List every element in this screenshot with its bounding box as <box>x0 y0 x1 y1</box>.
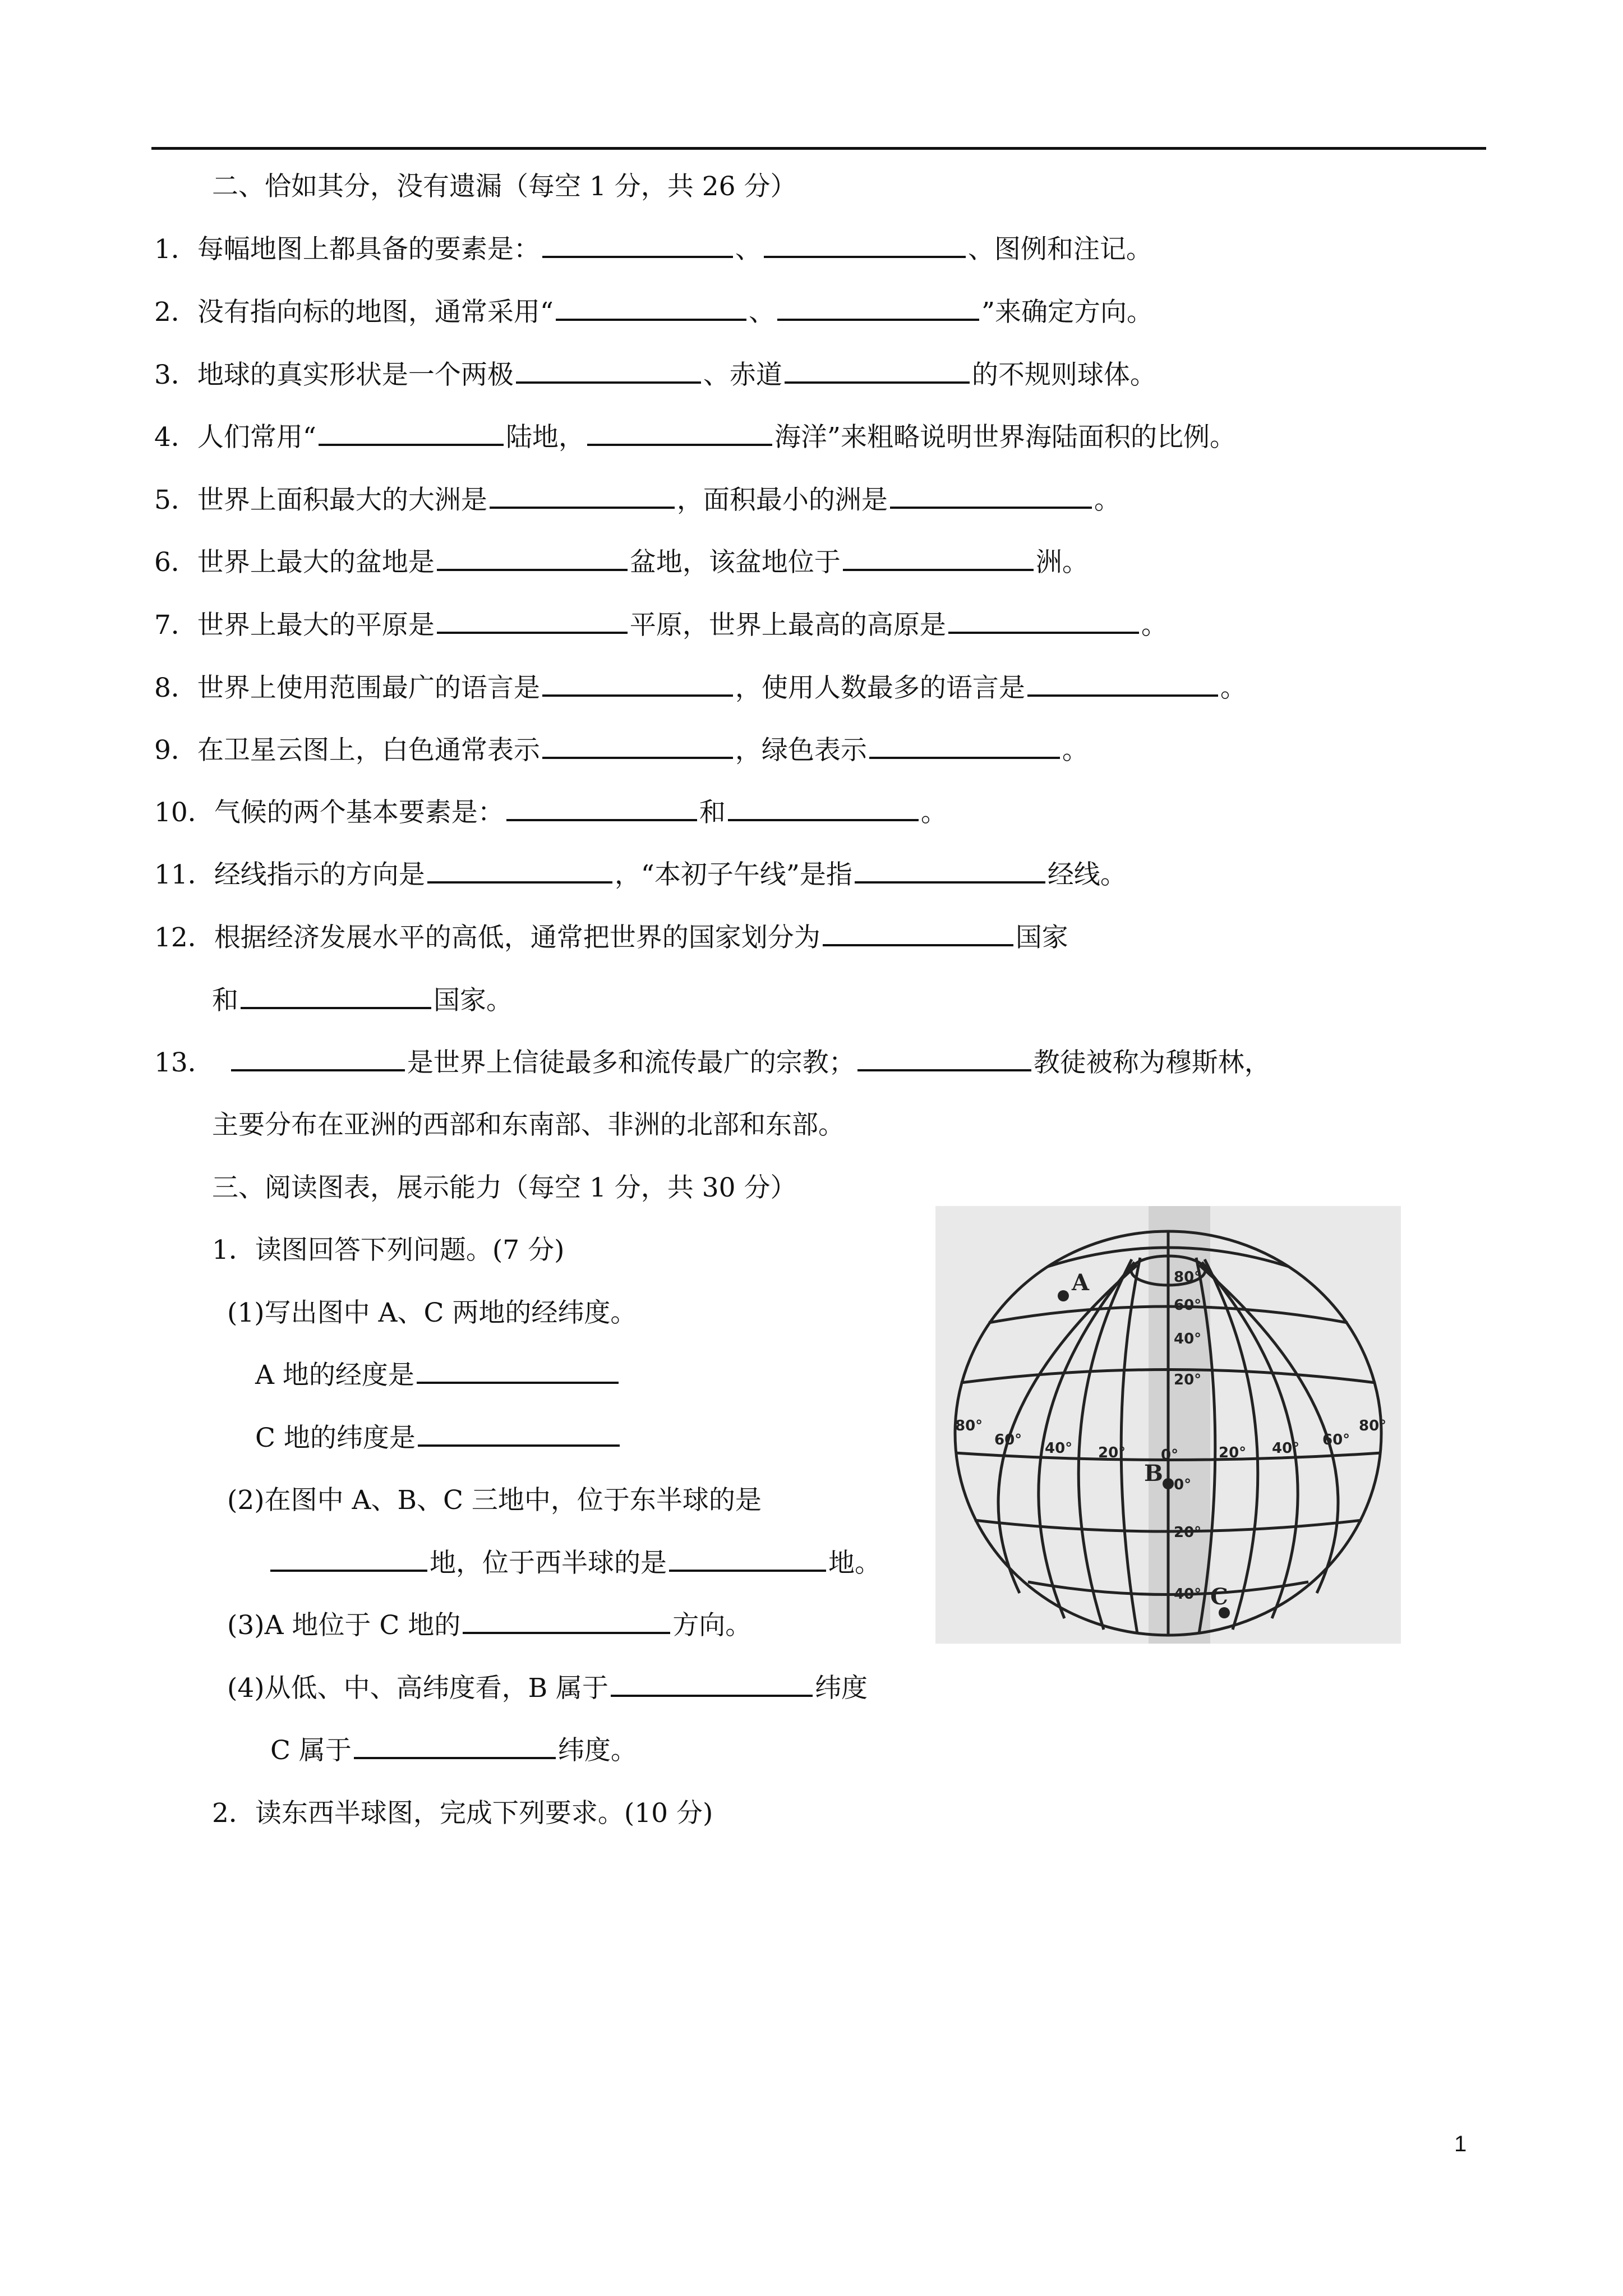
q11-blank-2[interactable] <box>855 859 1045 884</box>
question-1 <box>154 233 1152 266</box>
header-rule <box>151 147 1486 150</box>
point-b-marker <box>1163 1478 1174 1489</box>
q6-text-a: 世界上最大的盆地是 <box>197 547 435 578</box>
q7-text-b: 。 <box>1141 610 1168 641</box>
p1-sub2-b: 地，位于西半球的是 <box>430 1548 667 1579</box>
p1-sub4 <box>227 1672 868 1705</box>
lon-label-w40: 40° <box>1045 1440 1073 1457</box>
q8-text-b: 。 <box>1220 673 1247 703</box>
q10-text-b: 。 <box>920 797 947 828</box>
q5-text-b: 。 <box>1094 485 1121 516</box>
lon-label-e60: 60° <box>1322 1432 1350 1448</box>
question-10 <box>154 796 947 830</box>
q10-number: 10． <box>154 797 214 828</box>
p1-sub4-b: 纬度 <box>815 1673 868 1704</box>
q2-number: 2． <box>154 297 197 328</box>
q6-text-mid: 盆地，该盆地位于 <box>629 547 841 578</box>
lat-label-40n: 40° <box>1174 1331 1202 1347</box>
q5-blank-2[interactable] <box>890 484 1092 509</box>
q3-text-a: 地球的真实形状是一个两极 <box>197 360 514 390</box>
p1-blank-c-latitude[interactable] <box>418 1422 620 1447</box>
q2-text-b: ”来确定方向。 <box>981 297 1153 328</box>
question-12 <box>154 921 1068 955</box>
question-4 <box>154 421 1236 454</box>
q3-number: 3． <box>154 360 197 390</box>
point-a-label: A <box>1072 1269 1090 1296</box>
q13-text-a: 是世界上信徒最多和流传最广的宗教； <box>407 1047 855 1078</box>
q2-blank-2[interactable] <box>777 296 979 321</box>
q7-text-a: 世界上最大的平原是 <box>197 610 435 641</box>
q4-number: 4． <box>154 422 197 453</box>
q6-text-b: 洲。 <box>1035 547 1089 578</box>
q9-text-a: 在卫星云图上，白色通常表示 <box>197 735 540 766</box>
p1-sub1-c <box>255 1421 622 1455</box>
q1-text-a: 每幅地图上都具备的要素是： <box>197 234 540 265</box>
lat-label-60n: 60° <box>1174 1297 1202 1314</box>
lon-label-e20: 20° <box>1219 1444 1247 1461</box>
q7-text-mid: 平原，世界上最高的高原是 <box>629 610 946 641</box>
q12-text-d: 国家。 <box>434 985 513 1016</box>
question-8 <box>154 671 1247 705</box>
p1-sub1-a <box>255 1359 621 1392</box>
p1-blank-direction[interactable] <box>463 1609 670 1634</box>
p1-blank-c-zone[interactable] <box>354 1734 556 1759</box>
lon-label-e40: 40° <box>1272 1440 1300 1457</box>
q9-number: 9． <box>154 735 197 766</box>
p1-blank-a-longitude[interactable] <box>417 1359 619 1384</box>
q8-text-a: 世界上使用范围最广的语言是 <box>197 673 540 703</box>
q9-blank-2[interactable] <box>869 734 1060 759</box>
lon-label-w80: 80° <box>955 1418 983 1434</box>
q12-text-b: 国家 <box>1015 922 1068 953</box>
q2-sep: 、 <box>748 297 775 328</box>
p1-blank-b-zone[interactable] <box>611 1672 813 1697</box>
q11-text-b: 经线。 <box>1047 859 1127 890</box>
q12-number: 12． <box>154 922 214 953</box>
p1-sub1: (1)写出图中 A、C 两地的经纬度。 <box>227 1297 637 1328</box>
q4-text-b: 海洋”来粗略说明世界海陆面积的比例。 <box>774 422 1236 453</box>
q9-text-mid: ，绿色表示 <box>735 735 867 766</box>
q5-number: 5． <box>154 485 197 516</box>
p1-sub4-a: (4)从低、中、高纬度看，B 属于 <box>227 1673 609 1704</box>
q8-blank-2[interactable] <box>1027 672 1218 697</box>
q1-sep: 、 <box>735 234 762 265</box>
q13-blank-1[interactable] <box>231 1047 405 1071</box>
question-7 <box>154 609 1168 642</box>
section2-heading: 二、恰如其分，没有遗漏（每空 1 分，共 26 分） <box>212 171 797 202</box>
lon-label-e80: 80° <box>1359 1418 1387 1434</box>
q8-blank-1[interactable] <box>542 672 733 697</box>
point-c-label: C <box>1210 1584 1228 1610</box>
question-12-cont <box>212 984 513 1018</box>
q1-text-b: 、图例和注记。 <box>967 234 1152 265</box>
p2-title: 2．读东西半球图，完成下列要求。(10 分) <box>212 1798 713 1829</box>
p1-sub4-c: C 属于 <box>270 1735 352 1766</box>
p1-sub4-d: 纬度。 <box>557 1735 637 1766</box>
q4-text-a: 人们常用“ <box>197 422 316 453</box>
q12-blank-2[interactable] <box>241 984 431 1009</box>
lon-label-w60: 60° <box>994 1432 1022 1448</box>
page-number: 1 <box>1454 2132 1467 2156</box>
p1-sub2-cont <box>270 1547 881 1580</box>
q1-blank-2[interactable] <box>764 233 966 258</box>
q13-text-b: 教徒被称为穆斯林， <box>1033 1047 1271 1078</box>
question-9 <box>154 734 1089 767</box>
q7-blank-2[interactable] <box>948 609 1139 634</box>
q13-number: 13． <box>154 1047 214 1078</box>
q6-blank-2[interactable] <box>843 546 1034 571</box>
q6-blank-1[interactable] <box>437 546 628 571</box>
q7-number: 7． <box>154 610 197 641</box>
point-b-label: B <box>1144 1460 1163 1487</box>
q8-text-mid: ，使用人数最多的语言是 <box>735 673 1025 703</box>
q2-blank-1[interactable] <box>556 296 746 321</box>
globe-graticule-icon <box>935 1206 1401 1644</box>
q3-blank-1[interactable] <box>516 359 701 384</box>
q11-blank-1[interactable] <box>427 859 612 884</box>
q6-number: 6． <box>154 547 197 578</box>
question-11 <box>154 858 1127 892</box>
lon-label-0: 0° <box>1161 1447 1179 1464</box>
q8-number: 8． <box>154 673 197 703</box>
q13-blank-2[interactable] <box>857 1047 1031 1071</box>
q3-text-b: 的不规则球体。 <box>971 360 1156 390</box>
p1-sub2: (2)在图中 A、B、C 三地中，位于东半球的是 <box>227 1485 762 1516</box>
p1-blank-west[interactable] <box>669 1547 826 1572</box>
q4-blank-2[interactable] <box>587 421 772 446</box>
lat-label-80n: 80° <box>1174 1269 1202 1286</box>
q3-text-mid: 、赤道 <box>703 360 782 390</box>
q4-blank-1[interactable] <box>319 421 504 446</box>
lon-label-w20: 20° <box>1098 1444 1126 1461</box>
section3-heading: 三、阅读图表，展示能力（每空 1 分，共 30 分） <box>212 1172 797 1203</box>
q12-blank-1[interactable] <box>823 922 1013 946</box>
p1-sub1-c-label: C 地的纬度是 <box>255 1423 416 1453</box>
question-13 <box>154 1046 1271 1080</box>
q9-blank-1[interactable] <box>542 734 733 759</box>
lat-label-0: 0° <box>1174 1476 1192 1493</box>
q4-text-mid: 陆地， <box>505 422 585 453</box>
p1-title: 1．读图回答下列问题。(7 分) <box>212 1235 565 1266</box>
question-13-cont: 主要分布在亚洲的西部和东南部、非洲的北部和东部。 <box>212 1110 845 1140</box>
q7-blank-1[interactable] <box>437 609 628 634</box>
p1-sub3-a: (3)A 地位于 C 地的 <box>227 1610 461 1641</box>
q9-text-b: 。 <box>1062 735 1089 766</box>
p1-sub1-a-label: A 地的经度是 <box>255 1360 414 1391</box>
p1-sub2-c: 地。 <box>828 1548 881 1579</box>
q11-text-a: 经线指示的方向是 <box>214 859 425 890</box>
lat-label-20n: 20° <box>1174 1372 1202 1388</box>
q2-text-a: 没有指向标的地图，通常采用“ <box>197 297 554 328</box>
q1-number: 1． <box>154 234 197 265</box>
p1-sub3-b: 方向。 <box>672 1610 752 1641</box>
q10-blank-2[interactable] <box>728 797 919 821</box>
question-5 <box>154 484 1121 517</box>
question-2 <box>154 296 1153 329</box>
q11-text-mid: ，“本初子午线”是指 <box>614 859 852 890</box>
question-6 <box>154 546 1089 579</box>
point-a-marker <box>1058 1290 1069 1301</box>
q5-blank-1[interactable] <box>490 484 675 509</box>
q5-text-mid: ，面积最小的洲是 <box>676 485 888 516</box>
q12-text-a: 根据经济发展水平的高低，通常把世界的国家划分为 <box>214 922 820 953</box>
q1-blank-1[interactable] <box>542 233 733 258</box>
q10-blank-1[interactable] <box>506 797 697 821</box>
p1-blank-east[interactable] <box>270 1547 427 1572</box>
lat-label-20s: 20° <box>1174 1524 1202 1541</box>
lat-label-40s: 40° <box>1174 1586 1202 1603</box>
q11-number: 11． <box>154 859 214 890</box>
p1-sub3 <box>227 1609 751 1642</box>
q12-text-c: 和 <box>212 985 238 1016</box>
q10-text-mid: 和 <box>699 797 726 828</box>
q5-text-a: 世界上面积最大的大洲是 <box>197 485 487 516</box>
q10-text-a: 气候的两个基本要素是： <box>214 797 504 828</box>
question-3 <box>154 358 1156 392</box>
p1-sub4-cont <box>270 1734 637 1768</box>
q3-blank-2[interactable] <box>785 359 970 384</box>
